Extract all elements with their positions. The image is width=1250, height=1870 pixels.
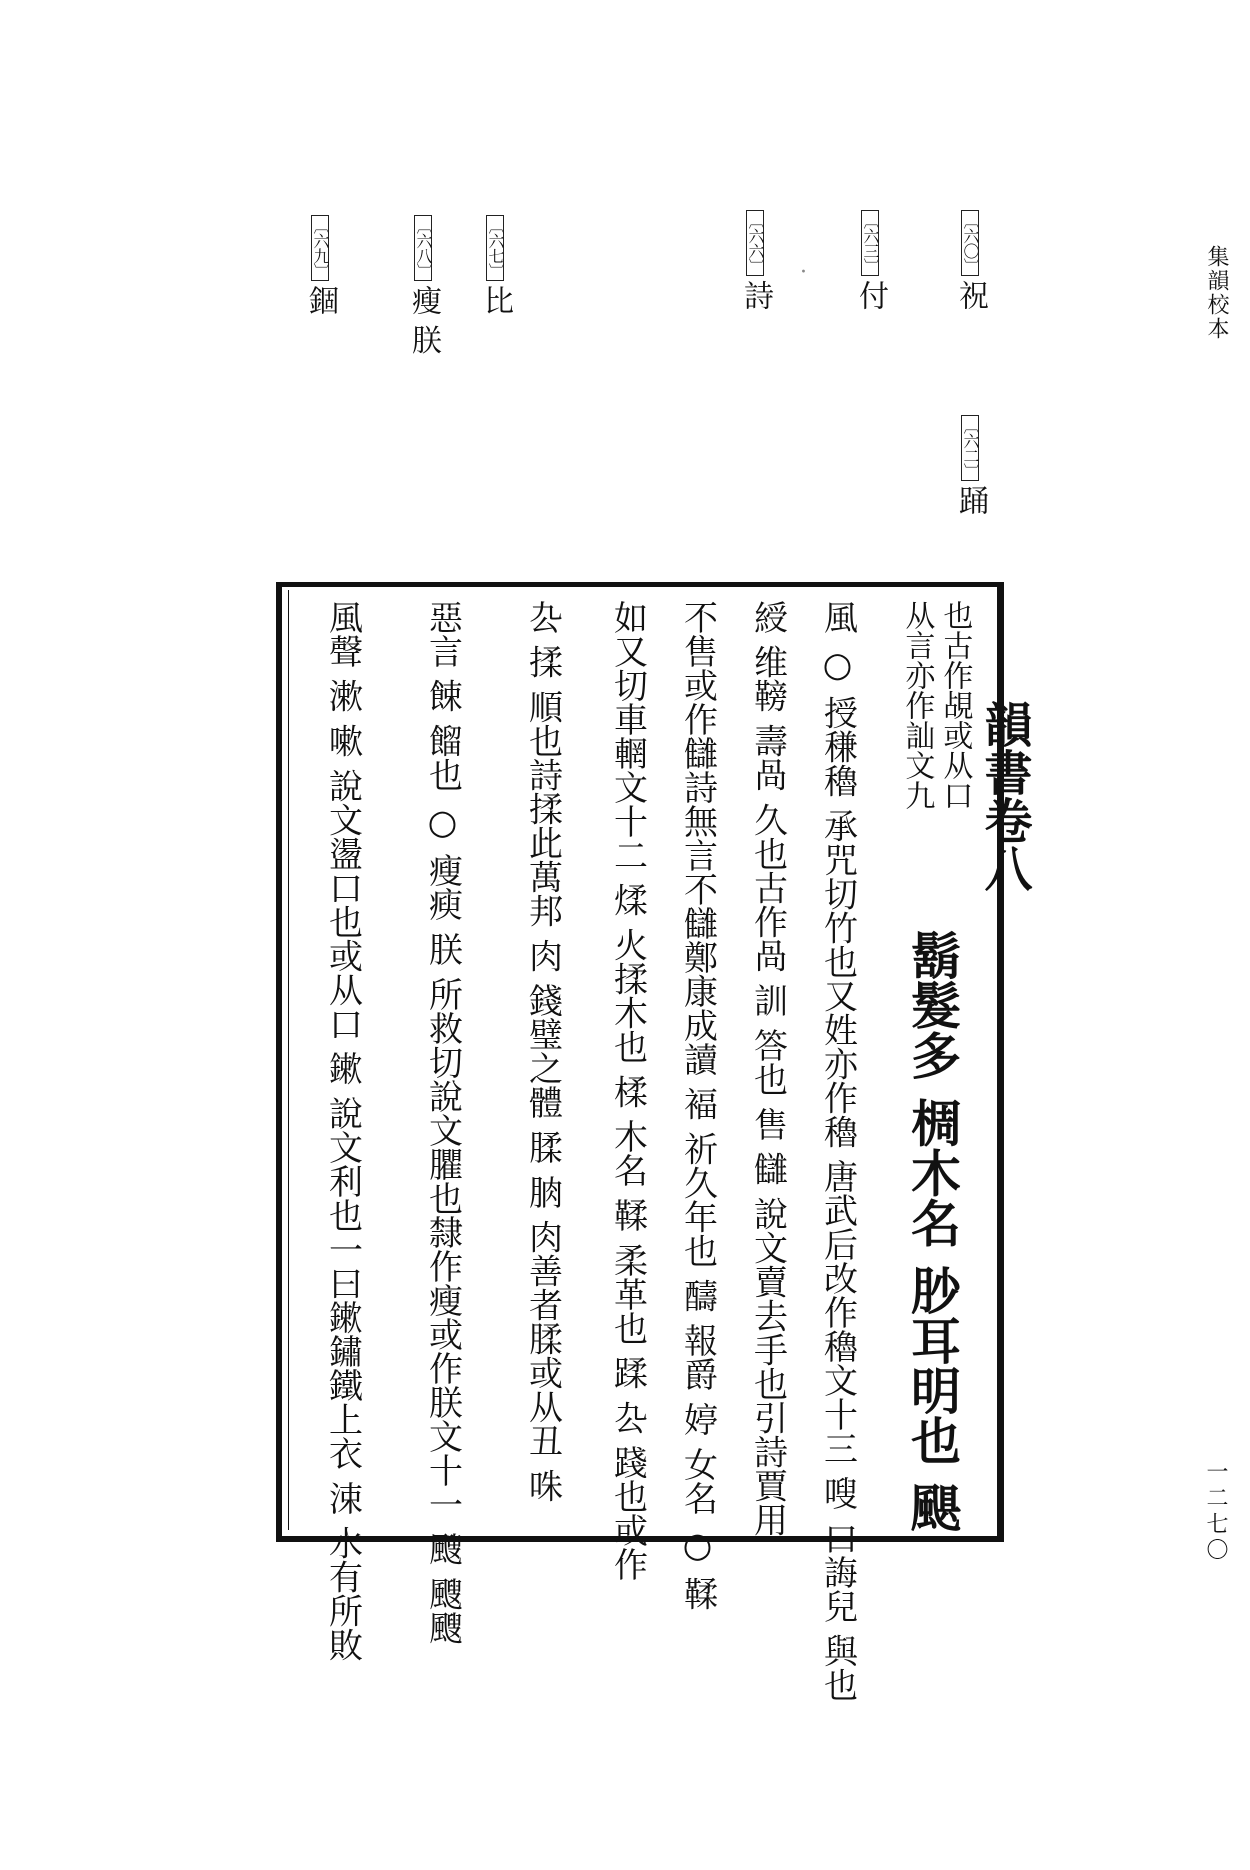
text-column-3: 鬍髮多 椆木名 䏚耳明也 颶 <box>903 930 962 1533</box>
text-column-5: 綬 维䩷 壽咼 久也古作咼 訓 答也 售 讎 說文賣去手也引詩賈用 <box>747 600 788 1537</box>
note-text: 踊 <box>953 485 988 515</box>
note-66 <box>738 210 773 310</box>
text-column-6: 不售或作讎詩無言不讎鄭康成讀 褔 祈久年也 醻 報爵 婷 女名 ○ 鞣 <box>677 600 718 1611</box>
note-text: 詩 <box>738 280 773 310</box>
text-column-4: 風 ○ 授稴穭 承咒切竹也又姓亦作穭 唐武后改作穭文十三 嗖 口誨兒 與也 <box>817 600 858 1702</box>
note-number: 〔六八〕 <box>414 215 432 281</box>
note-number: 〔六三〕 <box>861 210 879 276</box>
text-column-9: 惡言 餗 餾也 ○ 瘦瘐 朕 所救切說文臞也隸作瘦或作朕文十一 颼 颼颼 <box>422 600 463 1645</box>
note-69 <box>303 215 338 315</box>
text-column-8: 厹 揉 順也詩揉此萬邦 肉 錢璧之體 腬 朒 肉善者腬或从丑 咮 <box>522 600 563 1503</box>
note-63 <box>853 210 888 310</box>
note-text: 付 <box>853 280 888 310</box>
book-title: 集韻校本 <box>1204 245 1229 341</box>
note-67 <box>478 215 513 315</box>
note-number: 〔六九〕 <box>311 215 329 281</box>
note-text: 祝 <box>953 280 988 310</box>
note-number: 〔六二〕 <box>961 415 979 481</box>
text-column-1: 也古作覘或从口 <box>937 600 973 810</box>
page-number: 一二七〇 <box>1203 1460 1228 1564</box>
note-68 <box>406 215 441 355</box>
note-62 <box>953 415 988 515</box>
note-text: 比 <box>478 285 513 315</box>
speck: · <box>800 260 807 285</box>
frame-inner-rule <box>288 590 289 1530</box>
text-column-7: 如又切車輞文十二 煣 火揉木也 楺 木名 鞣 柔革也 蹂 厹 踐也或作 <box>607 600 648 1582</box>
fish-tail-banner: 韻書卷八 <box>976 700 1032 892</box>
note-number: 〔六〇〕 <box>961 210 979 276</box>
note-60 <box>953 210 988 310</box>
note-text: 錮 <box>303 285 338 315</box>
note-number: 〔六七〕 <box>486 215 504 281</box>
text-column-10: 風聲 漱 嗽 說文盪口也或从口 鏉 說文利也一曰鏉鏽鐵上衣 涑 水有所敗 <box>322 600 363 1662</box>
note-text: 瘦 朕 <box>406 285 441 355</box>
text-column-2: 从言亦作訕文九 <box>899 600 935 810</box>
note-number: 〔六六〕 <box>746 210 764 276</box>
